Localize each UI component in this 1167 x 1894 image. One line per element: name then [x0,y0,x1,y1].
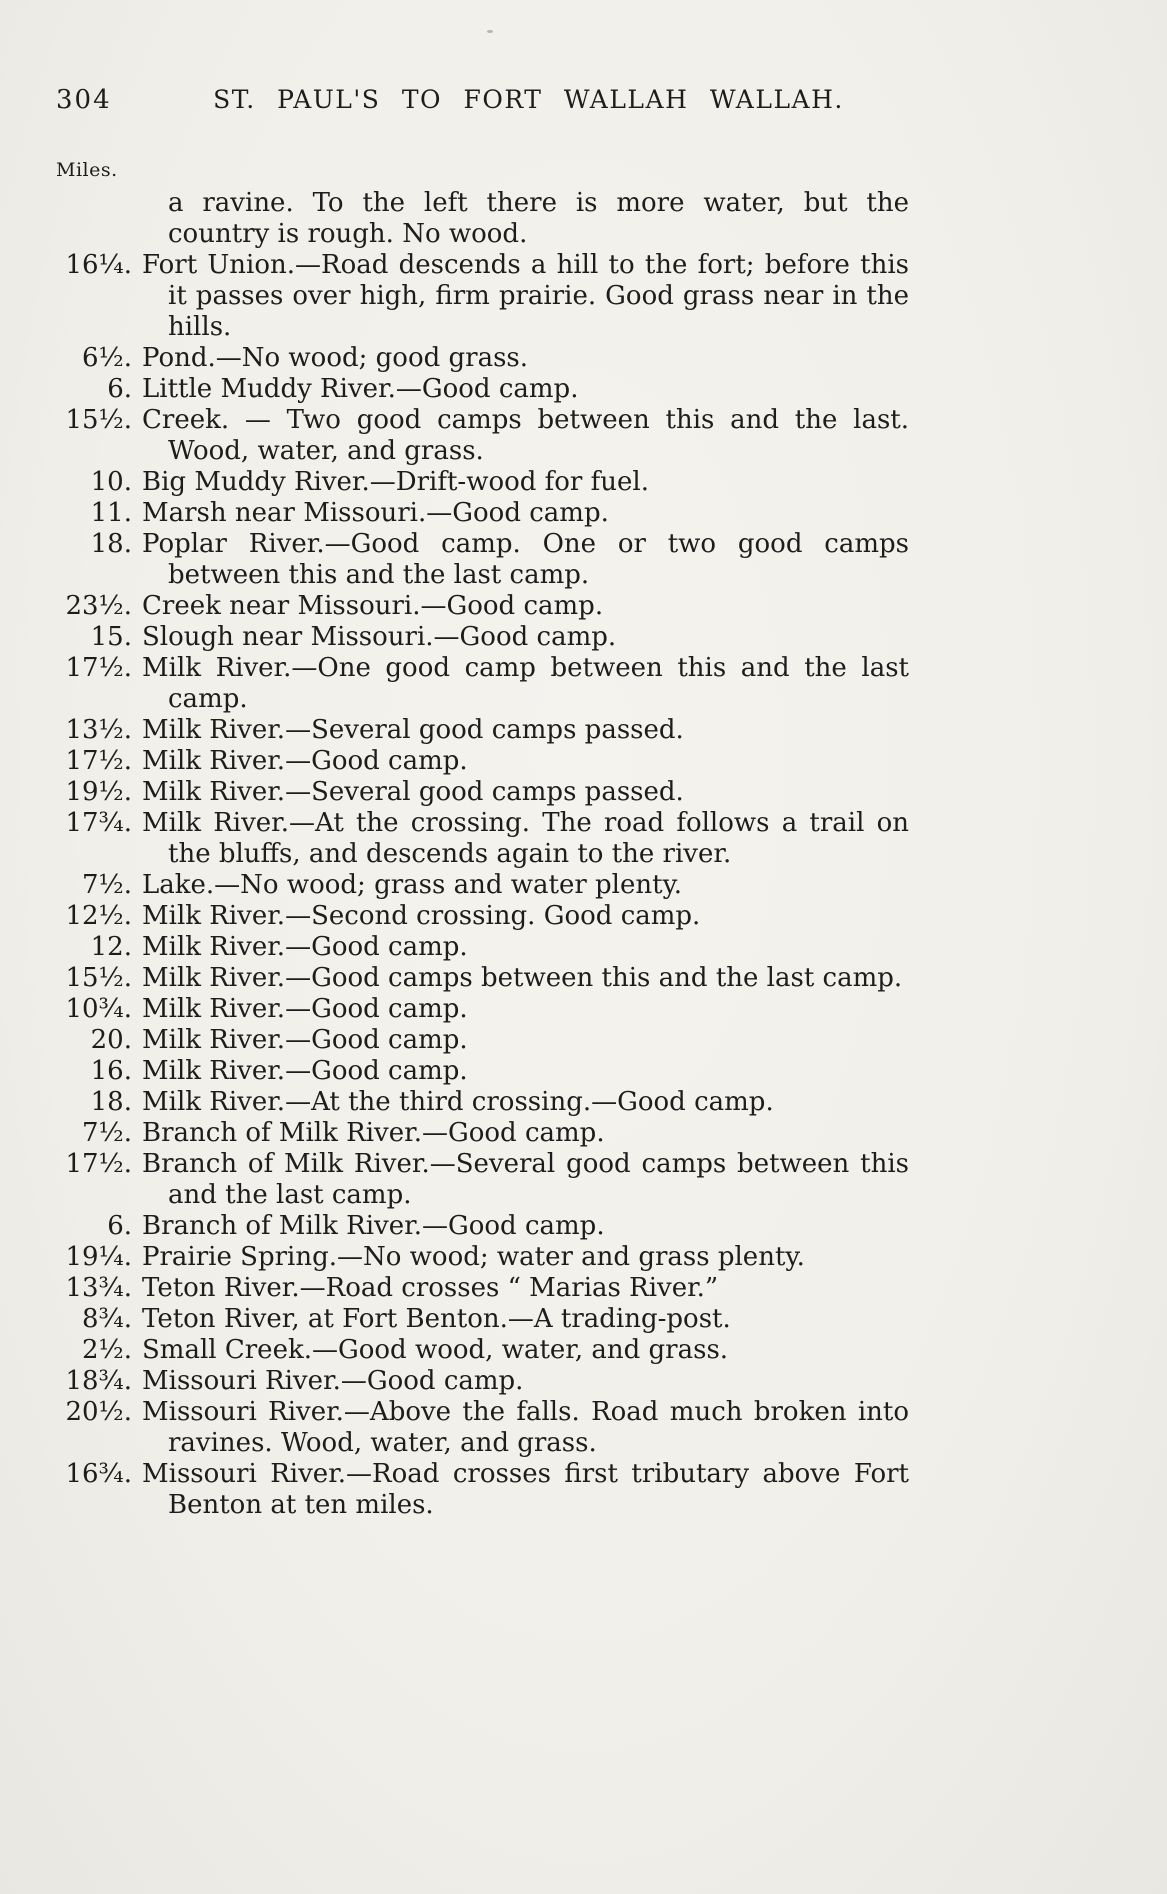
entry-text: Little Muddy River.—Good camp. [142,373,579,404]
itinerary-entry [56,188,909,250]
entry-miles: 18¾. [65,1365,132,1396]
entry-text: Missouri River.—Above the falls. Road much broken into ravines. Wood, water, and grass. [142,1396,909,1458]
itinerary-entry [56,622,909,653]
entry-text: Milk River.—Good camp. [142,1024,468,1055]
entry-text: Fort Union.—Road descends a hill to the fort; before this it passes over high, firm prairie. Good grass near in the hills. [142,249,909,342]
entry-text: a ravine. To the left there is more water, but the country is rough. No wood. [168,187,909,249]
itinerary-entry [56,1304,909,1335]
itinerary-entry [56,746,909,777]
running-head: ST. PAUL'S TO FORT WALLAH WALLAH. [213,85,844,114]
entry-miles: 20½. [65,1396,132,1427]
entry-text: Lake.—No wood; grass and water plenty. [142,869,683,900]
entry-miles: 18. [90,1086,132,1117]
entry-miles: 6. [107,1210,132,1241]
itinerary-entry [56,994,909,1025]
entry-miles: 7½. [81,869,132,900]
itinerary-entry [56,932,909,963]
entry-miles: 11. [90,497,132,528]
entry-miles: 6½. [81,342,132,373]
entry-text: Creek near Missouri.—Good camp. [142,590,604,621]
itinerary-entry [56,1335,909,1366]
entry-text: Poplar River.—Good camp. One or two good camps between this and the last camp. [142,528,909,590]
entry-text: Milk River.—Second crossing. Good camp. [142,900,701,931]
entry-miles: 17½. [65,652,132,683]
entry-miles: 17¾. [65,807,132,838]
itinerary-entry [56,715,909,746]
entry-miles: 7½. [81,1117,132,1148]
entry-miles: 19½. [65,776,132,807]
entry-text: Milk River.—Several good camps passed. [142,776,684,807]
entry-text: Slough near Missouri.—Good camp. [142,621,617,652]
itinerary-entry [56,653,909,715]
entry-text: Pond.—No wood; good grass. [142,342,529,373]
entry-text: Milk River.—At the crossing. The road follows a trail on the bluffs, and descends again to the river. [142,807,909,869]
miles-column-label: Miles. [56,158,118,181]
entry-text: Branch of Milk River.—Good camp. [142,1117,605,1148]
entry-text: Big Muddy River.—Drift-wood for fuel. [142,466,649,497]
itinerary-entry [56,1087,909,1118]
itinerary-entry [56,250,909,343]
itinerary-entry [56,808,909,870]
entry-miles: 16¼. [65,249,132,280]
itinerary-entry [56,1118,909,1149]
page-number: 304 [56,85,112,115]
itinerary-entry [56,1025,909,1056]
itinerary-entry [56,467,909,498]
entry-text: Milk River.—At the third crossing.—Good camp. [142,1086,774,1117]
entry-text: Milk River.—Good camp. [142,1055,468,1086]
entry-text: Milk River.—One good camp between this and the last camp. [142,652,909,714]
page-header [56,86,909,115]
itinerary-entry [56,901,909,932]
entry-text: Missouri River.—Good camp. [142,1365,524,1396]
entry-text: Prairie Spring.—No wood; water and grass plenty. [142,1241,805,1272]
entry-miles: 19¼. [65,1241,132,1272]
itinerary-entry [56,1242,909,1273]
entry-text: Milk River.—Good camp. [142,931,468,962]
entry-miles: 10¾. [65,993,132,1024]
entry-miles: 17½. [65,1148,132,1179]
entry-miles: 15½. [65,404,132,435]
itinerary-entry [56,1366,909,1397]
entry-text: Branch of Milk River.—Several good camps between this and the last camp. [142,1148,909,1210]
itinerary-entry [56,963,909,994]
scan-artifact [487,30,493,33]
itinerary-entry [56,374,909,405]
itinerary-entry [56,1211,909,1242]
entry-miles: 6. [107,373,132,404]
entry-text: Marsh near Missouri.—Good camp. [142,497,609,528]
itinerary-entry [56,1056,909,1087]
entry-miles: 12. [90,931,132,962]
entry-text: Milk River.—Good camps between this and the last camp. [142,962,903,993]
entry-miles: 16¾. [65,1458,132,1489]
entry-miles: 15. [90,621,132,652]
entry-miles: 13¾. [65,1272,132,1303]
entry-miles: 18. [90,528,132,559]
itinerary-entry [56,343,909,374]
itinerary-entry [56,498,909,529]
entry-miles: 17½. [65,745,132,776]
entry-text: Teton River.—Road crosses “ Marias River.” [142,1272,719,1303]
entry-miles: 10. [90,466,132,497]
entry-miles: 20. [90,1024,132,1055]
entry-miles: 13½. [65,714,132,745]
itinerary-entry [56,1397,909,1459]
itinerary-entry [56,1459,909,1521]
entry-miles: 16. [90,1055,132,1086]
entry-text: Milk River.—Good camp. [142,745,468,776]
entry-text: Small Creek.—Good wood, water, and grass. [142,1334,729,1365]
entry-miles: 12½. [65,900,132,931]
itinerary-entry [56,591,909,622]
itinerary-entry [56,777,909,808]
entry-text: Missouri River.—Road crosses first tributary above Fort Benton at ten miles. [142,1458,909,1520]
itinerary-list [56,188,909,1521]
itinerary-entry [56,1273,909,1304]
itinerary-entry [56,405,909,467]
entry-miles: 2½. [81,1334,132,1365]
entry-miles: 8¾. [81,1303,132,1334]
entry-miles: 15½. [65,962,132,993]
entry-text: Milk River.—Several good camps passed. [142,714,684,745]
entry-text: Milk River.—Good camp. [142,993,468,1024]
itinerary-entry [56,1149,909,1211]
itinerary-entry [56,870,909,901]
itinerary-entry [56,529,909,591]
entry-text: Branch of Milk River.—Good camp. [142,1210,605,1241]
entry-miles: 23½. [65,590,132,621]
entry-text: Teton River, at Fort Benton.—A trading-post. [142,1303,731,1334]
entry-text: Creek. — Two good camps between this and the last. Wood, water, and grass. [142,404,909,466]
